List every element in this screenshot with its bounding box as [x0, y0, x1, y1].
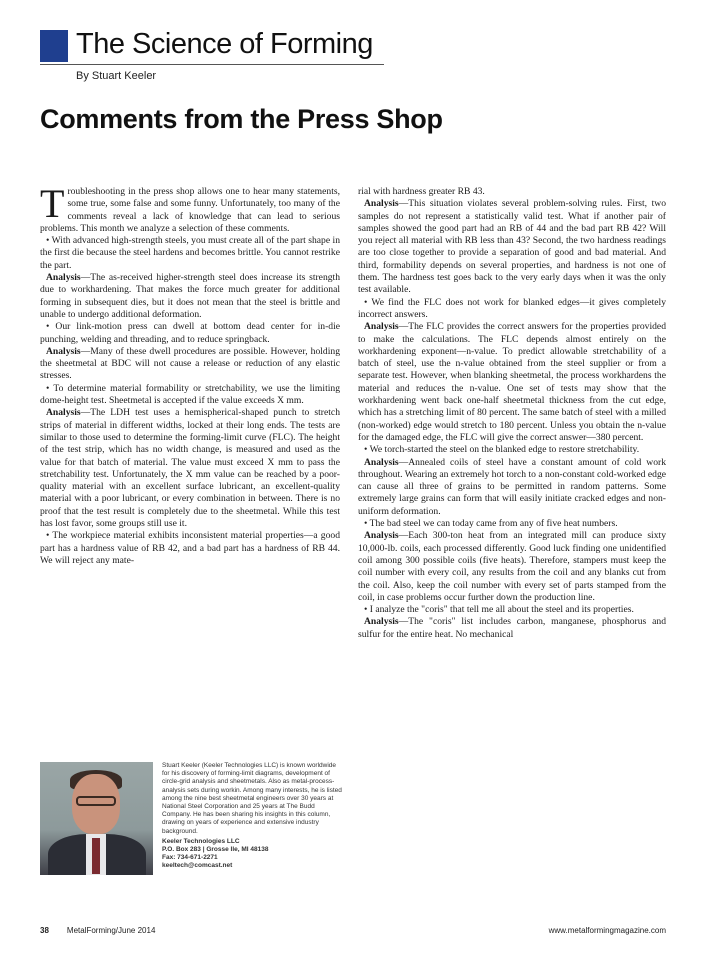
- contact-company: Keeler Technologies LLC: [162, 837, 240, 845]
- paragraph: • Our link-motion press can dwell at bottom dead center for in-die punching, welding and threading, and to reduce springback.: [40, 321, 340, 345]
- author-bio: [162, 762, 342, 902]
- header-rule: [40, 64, 384, 65]
- paragraph: Analysis—The FLC provides the correct answers for the properties provided to make the calculations. The FLC depends almost entirely on the workhardening exponent—n-value. To predict allowable stretchability of a batch of steel, use the n-value obtained from the steel supplier or from a separate test. However, when blanking sheetmetal, the process workhardens the material and reduces the n-value. One set of tests may show that the workhardening went back one-half sheetmetal thickness from the cut edge, which has a stretching limit of 80 percent. The same batch of steel with a milled (non-worked) edge would stretch to 180 percent. Unless you obtain the n-value for the damaged edge, the FLC will give the correct answer—380 percent.: [358, 321, 666, 443]
- page-number: 38: [40, 926, 49, 935]
- author-photo: [40, 762, 153, 875]
- paragraph: Analysis—The "coris" list includes carbon, manganese, phosphorus and sulfur for the entire heat. No mechanical: [358, 616, 666, 640]
- contact-address: P.O. Box 283 | Grosse Ile, MI 48138: [162, 846, 269, 854]
- bio-contact: [162, 838, 342, 871]
- paragraph: Analysis—The LDH test uses a hemispherical-shaped punch to stretch strips of material in different widths, locked at their long ends. The tests are similar to those used to determine the forming-limit curve (FLC). The height of the test strip, which has no width change, is measured and used as the value for that batch of material. The value must exceed X mm to pass the stretchability test. Unfortunately, the X mm value can be reached by a poor-quality material with an excellent surface lubricant, an excellent-quality material with a poor lubricant, or every combination in between. There is no proof that the test result is completely due to the sheetmetal. While this test has lost favor, some groups still use it.: [40, 407, 340, 530]
- paragraph: • We find the FLC does not work for blanked edges—it gives completely incorrect answers.: [358, 296, 666, 320]
- paragraph: Troubleshooting in the press shop allows one to hear many statements, some true, some false and some funny. Unfortunately, too many of the comments reveal a lack of knowledge that can lead to serious problems. This month we analyze a selection of these comments.: [40, 186, 340, 234]
- byline: By Stuart Keeler: [76, 70, 157, 82]
- paragraph: • To determine material formability or stretchability, we use the limiting dome-height test. Sheetmetal is accepted if the value exceeds X mm.: [40, 382, 340, 407]
- paragraph: • The bad steel we can today came from any of five heat numbers.: [364, 518, 618, 530]
- contact-fax: Fax: 734-671-2271: [162, 854, 218, 862]
- article-headline: Comments from the Press Shop: [40, 104, 443, 134]
- paragraph: rial with hardness greater RB 43.: [358, 186, 485, 197]
- paragraph: • I analyze the "coris" that tell me all about the steel and its properties.: [364, 604, 634, 616]
- drop-cap: T: [40, 186, 65, 226]
- paragraph: • With advanced high-strength steels, you must create all of the part shape in the first die because the steel hardens and becomes brittle. You cannot restrike the part.: [40, 235, 340, 271]
- publication-name: MetalForming/June 2014: [66, 926, 156, 935]
- article-column-left: [40, 186, 340, 746]
- paragraph: • The workpiece material exhibits inconsistent material properties—a good part has a hardness value of RB 42, and a bad part has a hardness of RB 44. We will reject any mate-: [40, 530, 340, 566]
- paragraph: Analysis—Annealed coils of steel have a constant amount of cold work throughout. Wearing an extremely hot torch to a non-constant cold-worked edge can cause all three of grains to be permitted in random patterns. Some extremely large grains can form that will easily initiate cracked edges and non-uniform deformation.: [358, 456, 666, 517]
- footer-left: [40, 926, 155, 935]
- paragraph: • We torch-started the steel on the blanked edge to restore stretchability.: [364, 444, 640, 456]
- paragraph: Analysis—Many of these dwell procedures are possible. However, holding the sheetmetal at BDC will not cause a release or reduction of any elastic stresses.: [40, 345, 340, 382]
- footer-website[interactable]: www.metalformingmagazine.com: [548, 926, 666, 935]
- paragraph: Analysis—The as-received higher-strength steel does increase its strength due to workhardening. That makes the force much greater for additional forming in subsequent dies, but it does not mean that the steel is brittle and unable to undergo additional deformation.: [40, 272, 340, 320]
- section-header-bar: [40, 30, 68, 62]
- series-title: The Science of Forming: [76, 28, 373, 60]
- paragraph: Analysis—This situation violates several problem-solving rules. First, two samples do not represent a statistically valid test. What if another pair of samples showed the good part had an RB of 44 and the bad part RB 42? Will you reject all material with RB less than 43? Second, the two hardness readings are too close together to provide a separation of good and bad material. And third, formability depends on several properties, and hardness is not one of them. The hardness test goes back to the very early days when it was the only test available.: [358, 198, 666, 296]
- contact-email[interactable]: keeltech@comcast.net: [162, 862, 233, 870]
- paragraph: Analysis—Each 300-ton heat from an integrated mill can produce sixty 10,000-lb. coils, each processed differently. Good luck finding one unidentified coil among 300 possible coils (five heats). Therefore, stampers must keep the coil number with every coil, any results from the coil and any blanks cut from the coil. Also, keep the coil number with every set of parts stamped from the coil, in case problems occur further down the production line.: [358, 530, 666, 603]
- bio-paragraph: Stuart Keeler (Keeler Technologies LLC) is known worldwide for his discovery of forming-limit diagrams, development of circle-grid analysis and sheetmetals. Also as metal-process-analysis sets during workin. Among many interests, he is listed among the nine best sheetmetal engineers over 30 years at National Steel Corporation and 25 years at The Budd Company. He has been sharing his insights in this column, drawing on years of experience and extensive industry background.: [162, 762, 342, 835]
- article-column-right: [358, 186, 666, 928]
